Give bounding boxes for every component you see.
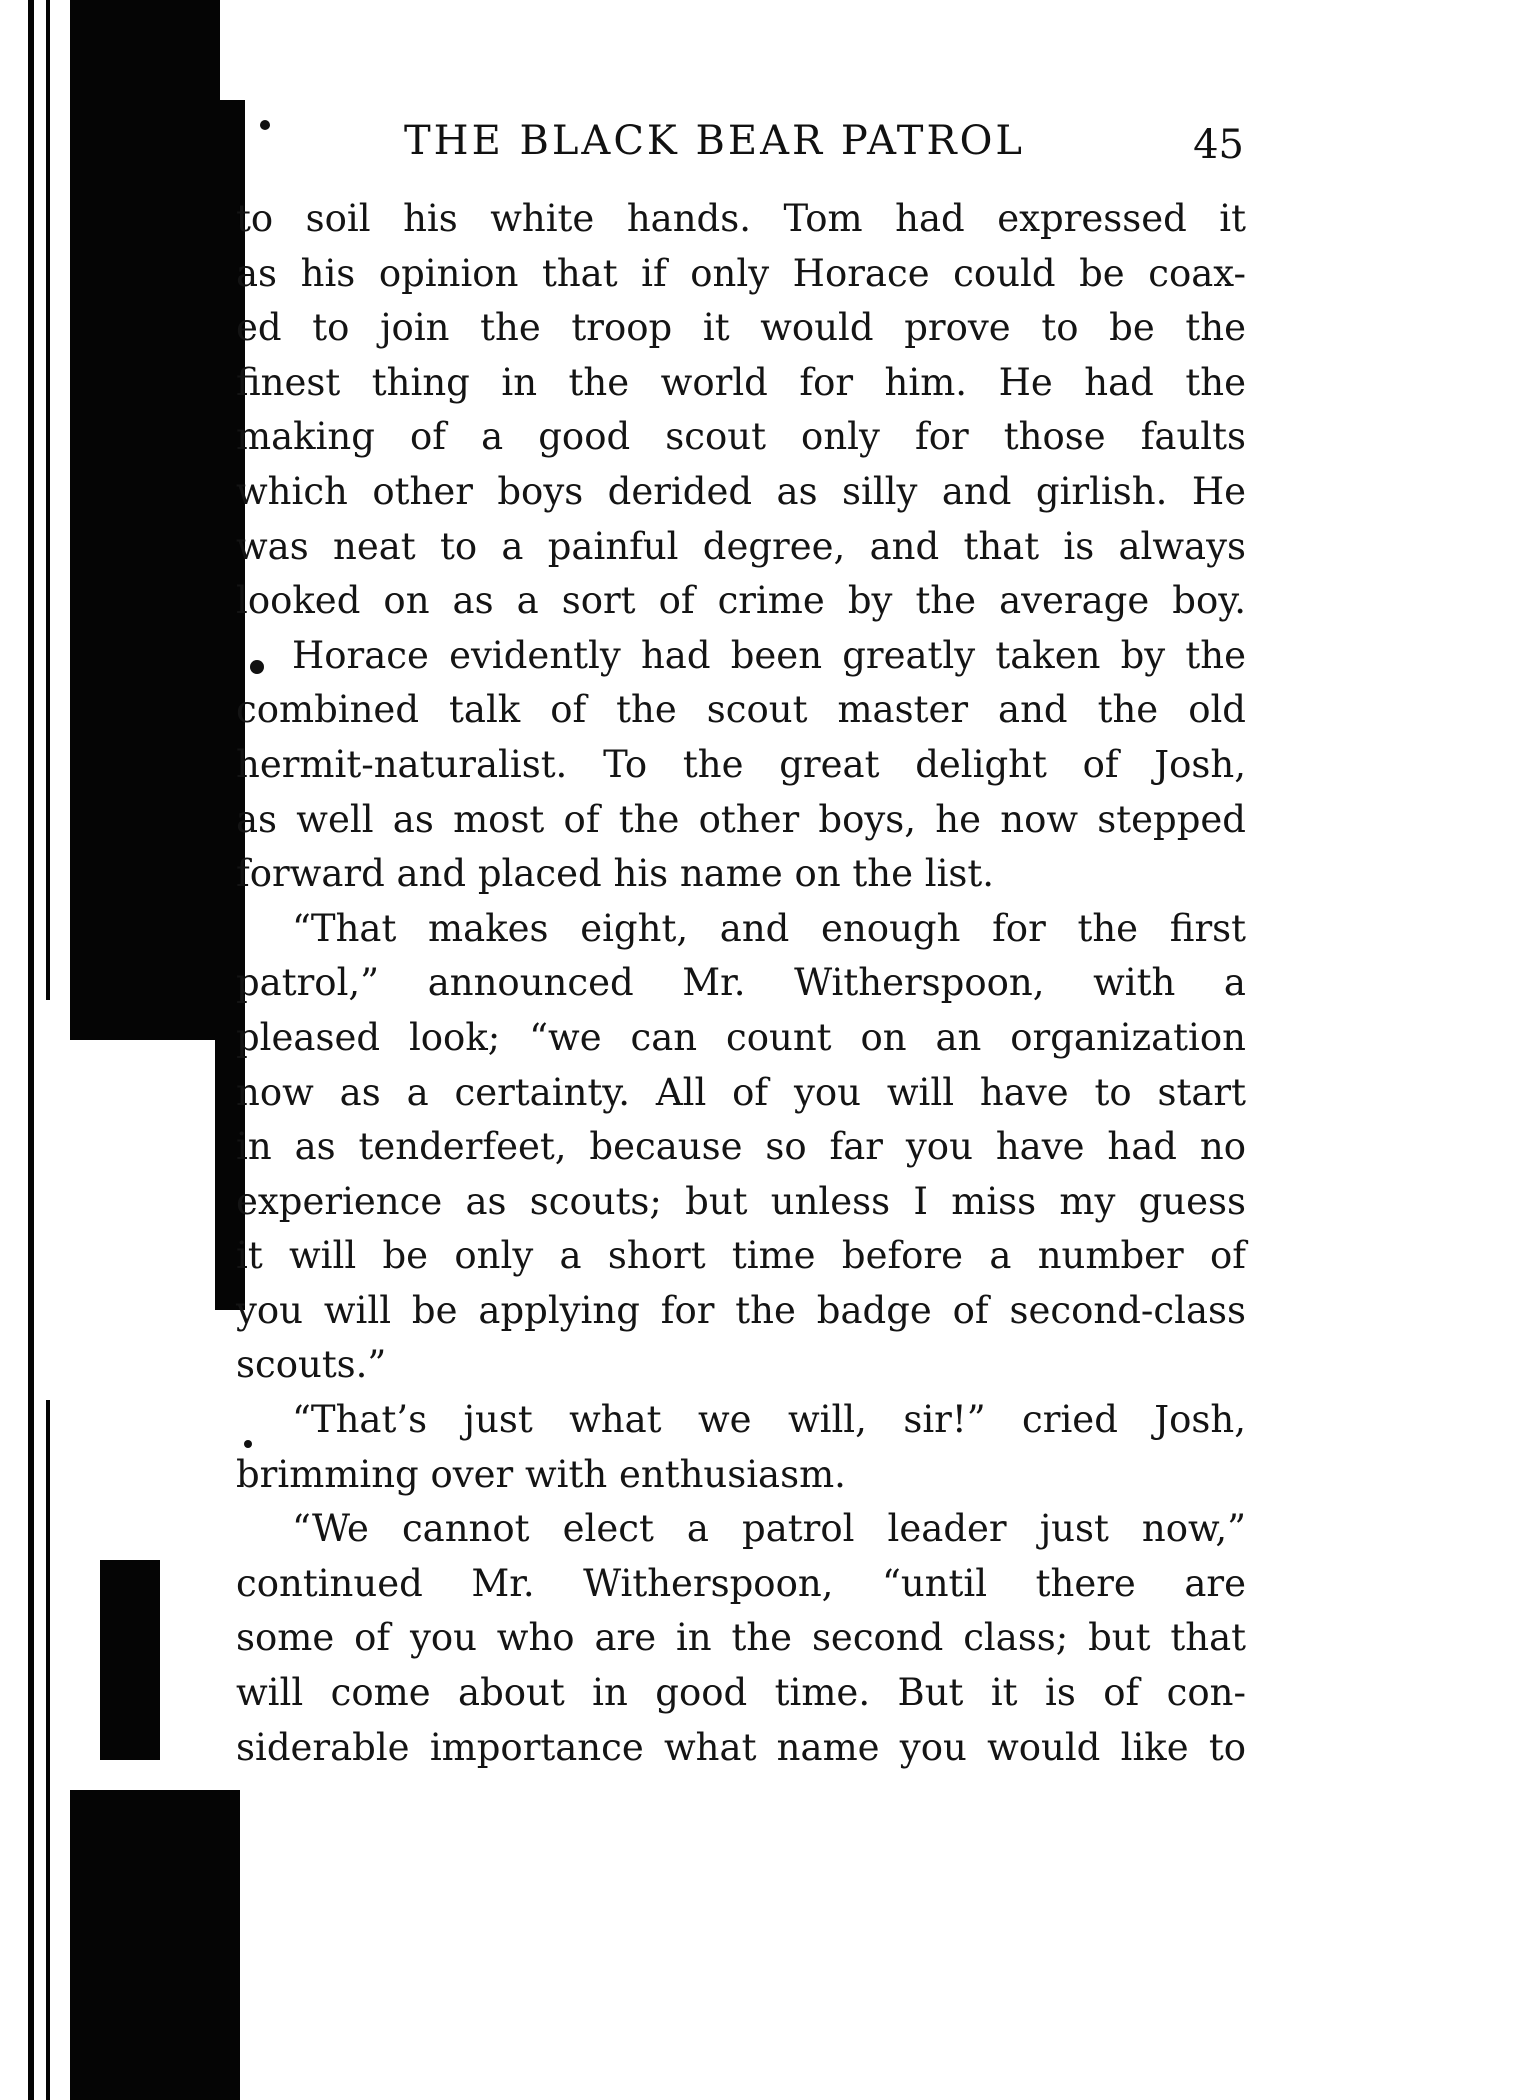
text-line: was neat to a painful degree, and that is always xyxy=(236,524,1246,568)
binding-shadow-bottom xyxy=(70,1790,240,2100)
text-line: to soil his white hands. Tom had expressed it xyxy=(236,197,1246,240)
text-line: scouts.” xyxy=(236,1343,387,1387)
text-line: now as a certainty. All of you will have to start xyxy=(236,1070,1246,1114)
page-number: 45 xyxy=(1193,122,1244,168)
text-line: siderable importance what name you would like to xyxy=(236,1725,1246,1769)
binding-shadow-mid xyxy=(100,1560,160,1760)
text-line: brimming over with enthusiasm. xyxy=(236,1452,846,1496)
text-line: making of a good scout only for those faults xyxy=(236,415,1246,459)
binding-shadow-top xyxy=(70,0,220,1040)
text-line: in as tenderfeet, because so far you have had no xyxy=(236,1125,1246,1169)
text-line: will come about in good time. But it is of con- xyxy=(236,1671,1246,1715)
text-line: you will be applying for the badge of second-class xyxy=(236,1288,1246,1332)
page-header xyxy=(404,118,1244,178)
binding-line-left xyxy=(28,0,34,2100)
text-line: hermit-naturalist. To the great delight of Josh, xyxy=(236,742,1246,786)
text-line: “That’s just what we will, sir!” cried Josh, xyxy=(292,1398,1246,1442)
body-text xyxy=(236,192,1246,1775)
text-line: forward and placed his name on the list. xyxy=(236,852,995,896)
text-line: patrol,” announced Mr. Witherspoon, with a xyxy=(236,961,1246,1005)
text-line: “We cannot elect a patrol leader just now,” xyxy=(292,1507,1246,1551)
text-line: combined talk of the scout master and the old xyxy=(236,688,1246,732)
scan-speck xyxy=(260,120,270,130)
text-line: Horace evidently had been greatly taken by the xyxy=(292,633,1246,677)
text-line: as well as most of the other boys, he now stepped xyxy=(236,797,1246,841)
text-line: experience as scouts; but unless I miss my guess xyxy=(236,1179,1246,1223)
text-line: ed to join the troop it would prove to be the xyxy=(236,306,1246,350)
text-line: continued Mr. Witherspoon, “until there are xyxy=(236,1561,1246,1605)
text-line: pleased look; “we can count on an organization xyxy=(236,1015,1246,1059)
binding-line-lower xyxy=(46,1400,50,2100)
text-line: “That makes eight, and enough for the first xyxy=(292,906,1246,950)
text-line: which other boys derided as silly and girlish. He xyxy=(236,469,1246,513)
text-line: it will be only a short time before a number of xyxy=(236,1234,1246,1278)
text-line: finest thing in the world for him. He had the xyxy=(236,360,1246,404)
running-title: THE BLACK BEAR PATROL xyxy=(404,118,1025,164)
text-line: looked on as a sort of crime by the average boy. xyxy=(236,579,1246,623)
binding-line-inner xyxy=(46,0,50,1000)
text-line: some of you who are in the second class; but that xyxy=(236,1616,1246,1660)
text-line: as his opinion that if only Horace could be coax- xyxy=(236,251,1246,295)
